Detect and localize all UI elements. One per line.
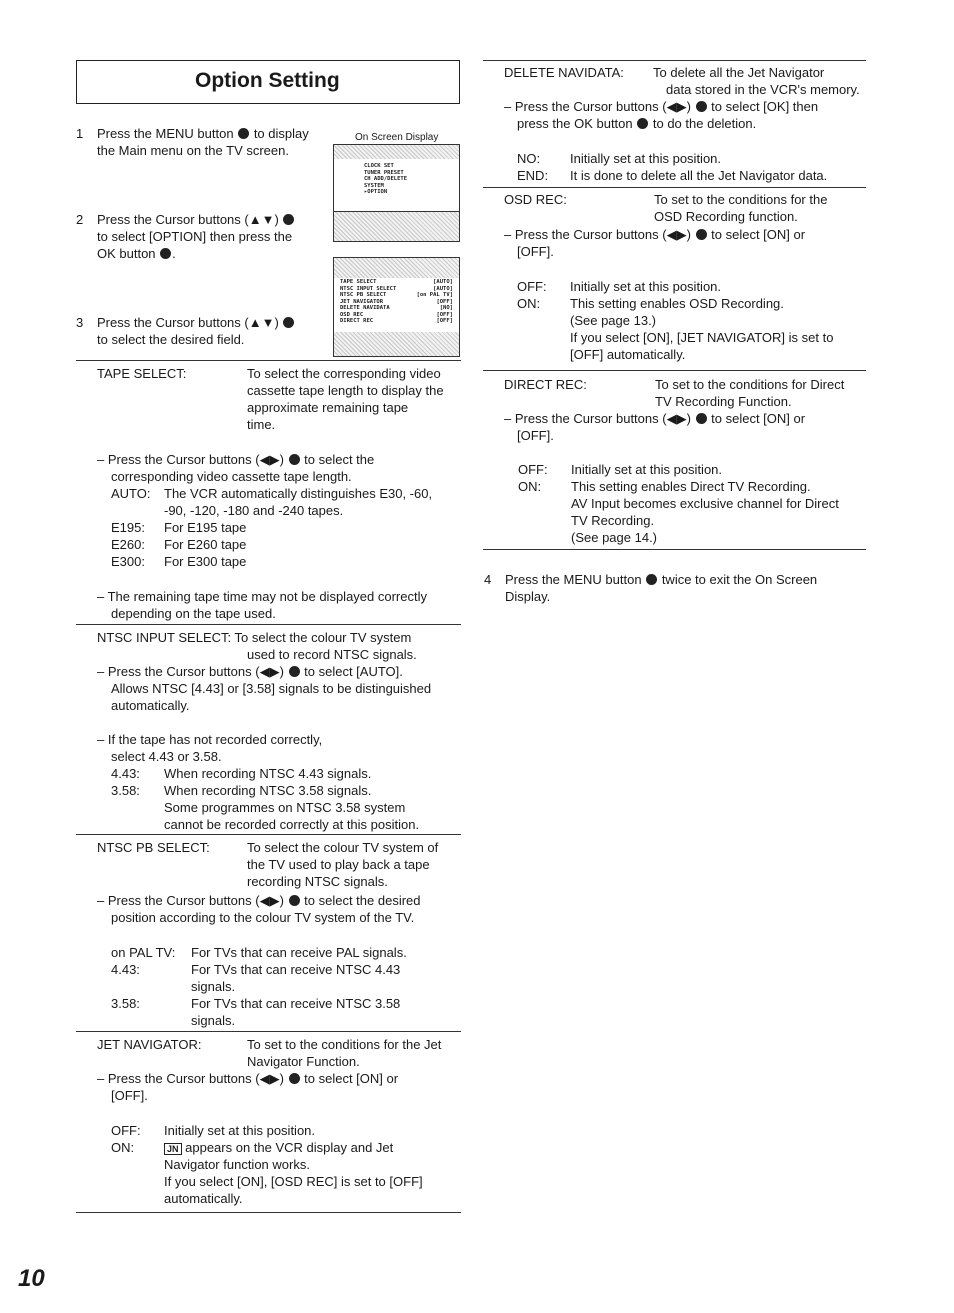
instruction-line: – Press the Cursor buttons (◀▶) [97,664,284,679]
divider [483,60,866,61]
desc-line: used to record NTSC signals. [247,647,417,662]
delete-navidata-label: DELETE NAVIDATA: [504,65,624,80]
delete-navidata-options [517,150,866,184]
ntsc-input-options [111,765,471,833]
menu-button-icon [238,128,249,139]
step-4-number: 4 [484,572,492,587]
step-3-number: 3 [76,315,84,330]
step-3-line-a: Press the Cursor buttons (▲▼) [97,315,279,330]
cursor-button-icon [696,413,707,424]
option-value: The VCR automatically distinguishes E30, -60, [164,486,433,501]
osd-hatch [334,145,459,159]
osd-option-value: [OFF] [436,311,453,318]
delete-navidata-instructions [504,98,866,132]
option-value: When recording NTSC 3.58 signals. [164,783,372,798]
instruction-line: – Press the Cursor buttons (◀▶) [97,452,284,467]
osd-option-label: TAPE SELECT [340,279,377,285]
option-value: cannot be recorded correctly at this position. [164,817,420,832]
step-1-number: 1 [76,126,84,141]
option-value: If you select [ON], [OSD REC] is set to [OFF] [164,1174,423,1189]
osd-option-value: [AUTO] [433,285,453,292]
osd-main-item: TUNER PRESET [364,169,404,176]
option-value: Navigator function works. [164,1157,310,1172]
osd-option-value: [NO] [439,305,453,311]
jet-navigator-label: JET NAVIGATOR: [97,1037,202,1052]
step-2-line-c: OK button [97,246,156,261]
step-2-number: 2 [76,212,84,227]
desc-line: data stored in the VCR's memory. [666,82,860,97]
osd-hatch [334,212,459,241]
instruction-line: to select [ON] or [711,227,806,242]
divider [76,1031,461,1032]
desc-line: OSD Recording function. [654,209,798,224]
instruction-line: – Press the Cursor buttons (◀▶) [97,1071,284,1086]
instruction-line: automatically. [111,698,190,713]
osd-option-label: DIRECT REC [340,318,374,324]
option-value: Initially set at this position. [164,1123,316,1138]
instruction-line: – Press the Cursor buttons (◀▶) [504,99,691,114]
option-value: Initially set at this position. [571,462,723,477]
note-line: – If the tape has not recorded correctly, [97,732,323,747]
osd-hatched-panel [333,211,460,242]
option-value: For E260 tape [164,537,247,552]
osd-main-item: CLOCK SET [364,163,394,169]
cursor-button-icon [283,214,294,225]
option-key: ON: [517,296,541,311]
tape-options [111,485,471,570]
osd-rec-label: OSD REC: [504,192,567,207]
step-2-line-a: Press the Cursor buttons (▲▼) [97,212,279,227]
instruction-line: to do the deletion. [652,116,757,131]
instruction-line: to select the desired [304,893,421,908]
instruction-line: [OFF]. [517,244,554,259]
divider [76,624,461,625]
instruction-line: – Press the Cursor buttons (◀▶) [504,411,691,426]
option-value: For TVs that can receive NTSC 3.58 [191,996,401,1011]
desc-line: To select the corresponding video [247,366,441,381]
osd-main-list [364,163,407,196]
divider [483,370,866,371]
option-value: Initially set at this position. [570,151,722,166]
option-value: signals. [191,1013,236,1028]
osd-rec-options [517,278,866,363]
option-key: 3.58: [111,783,140,798]
cursor-button-icon [696,229,707,240]
option-value: It is done to delete all the Jet Navigator data. [570,168,828,183]
option-key: E300: [111,554,145,569]
step-2-line-b: to select [OPTION] then press the [97,229,293,244]
instruction-line: to select [OK] then [711,99,819,114]
instruction-line: to select [AUTO]. [304,664,403,679]
desc-line: To delete all the Jet Navigator [653,65,825,80]
tape-select-label: TAPE SELECT: [97,366,187,381]
ntsc-input-label: NTSC INPUT SELECT: To select the colour TV system [97,630,412,645]
delete-navidata-desc [653,64,866,98]
option-key: ON: [111,1140,135,1155]
osd-main-item: ▸OPTION [364,189,388,195]
ok-button-icon [637,118,648,129]
osd-rec-instructions [504,226,866,260]
title-box [76,60,460,104]
osd-option-label: JET NAVIGATOR [340,298,384,305]
page-number: 10 [18,1265,45,1292]
option-key: E195: [111,520,145,535]
option-value: automatically. [164,1191,243,1206]
direct-rec-label: DIRECT REC: [504,377,587,392]
desc-line: the TV used to play back a tape [247,857,430,872]
desc-line: TV Recording Function. [655,394,792,409]
desc-line: approximate remaining tape [247,400,409,415]
osd-rec-desc [654,191,866,225]
option-value: AV Input becomes exclusive channel for Direct [571,496,839,511]
cursor-button-icon [289,895,300,906]
direct-rec-options [518,461,866,546]
jet-navigator-icon: JN [164,1143,182,1155]
osd-option-menu [333,257,460,357]
option-value: appears on the VCR display and Jet [185,1140,394,1155]
step-1-line-c: the Main menu on the TV screen. [97,143,289,158]
instruction-line: to select the [304,452,375,467]
osd-option-label: NTSC INPUT SELECT [340,285,397,292]
option-value: For E300 tape [164,554,247,569]
step-4-line-b: twice to exit the On Screen [661,572,818,587]
divider [76,1212,461,1213]
cursor-button-icon [283,317,294,328]
option-key: END: [517,168,549,183]
step-1-line-b: to display [253,126,309,141]
divider [483,187,866,188]
option-key: 3.58: [111,996,140,1011]
note-line: depending on the tape used. [111,606,276,621]
option-value: For TVs that can receive NTSC 4.43 [191,962,401,977]
ntsc-pb-instructions [97,892,467,926]
tape-select-instructions [97,451,467,485]
osd-hatch [334,332,459,356]
instruction-line: – Press the Cursor buttons (◀▶) [504,227,691,242]
cursor-button-icon [289,666,300,677]
option-key: OFF: [111,1123,141,1138]
ntsc-pb-options [111,944,471,1029]
step-4-line-a: Press the MENU button [505,572,642,587]
desc-line: To set to the conditions for the Jet [247,1037,442,1052]
step-1-line-a: Press the MENU button [97,126,234,141]
menu-button-icon [646,574,657,585]
instruction-line: position according to the colour TV system of the TV. [111,910,415,925]
option-value: For E195 tape [164,520,247,535]
step-3-line-b: to select the desired field. [97,332,245,347]
osd-main-item: SYSTEM [364,182,384,189]
desc-line: recording NTSC signals. [247,874,388,889]
instruction-line: Allows NTSC [4.43] or [3.58] signals to be distinguished [111,681,432,696]
osd-option-value: [AUTO] [433,279,453,285]
osd-option-label: DELETE NAVIDATA [340,305,390,311]
osd-main-item: CH ADD/DELETE [364,176,408,182]
ntsc-pb-desc [247,839,467,890]
step-4-text [505,571,866,605]
option-key: 4.43: [111,962,140,977]
jet-navigator-options [111,1122,471,1207]
divider [483,549,866,550]
option-value: If you select [ON], [JET NAVIGATOR] is set to [570,330,834,345]
option-key: on PAL TV: [111,945,176,960]
option-value: This setting enables OSD Recording. [570,296,784,311]
ntsc-input-select [97,629,467,714]
osd-hatch [334,258,459,278]
osd-main-menu [333,144,460,214]
instruction-line: [OFF]. [111,1088,148,1103]
osd-option-value: [OFF] [436,298,453,305]
divider [76,834,461,835]
option-value: Some programmes on NTSC 3.58 system [164,800,406,815]
instruction-line: – Press the Cursor buttons (◀▶) [97,893,284,908]
cursor-button-icon [289,1073,300,1084]
divider [76,360,461,361]
note-line: – The remaining tape time may not be displayed correctly [97,589,427,604]
desc-line: To select the colour TV system of [247,840,439,855]
option-value: -90, -120, -180 and -240 tapes. [164,503,344,518]
desc-line: cassette tape length to display the [247,383,444,398]
osd-option-values [417,279,453,325]
ntsc-pb-label: NTSC PB SELECT: [97,840,210,855]
option-value: signals. [191,979,236,994]
osd-option-value: [on PAL TV] [416,292,453,298]
option-value: This setting enables Direct TV Recording. [571,479,811,494]
osd-caption: On Screen Display [355,132,439,143]
cursor-button-icon [696,101,707,112]
jet-navigator-desc [247,1036,467,1070]
instruction-line: corresponding video cassette tape length. [111,469,352,484]
osd-option-value: [OFF] [436,318,453,324]
direct-rec-instructions [504,410,866,444]
instruction-line: press the OK button [517,116,633,131]
desc-line: time. [247,417,276,432]
note-line: select 4.43 or 3.58. [111,749,222,764]
desc-line: To set to the conditions for Direct [655,377,845,392]
step-3-text [97,314,332,348]
cursor-button-icon [289,454,300,465]
option-key: NO: [517,151,541,166]
osd-option-label: OSD REC [340,311,364,318]
option-key: OFF: [517,279,547,294]
option-key: AUTO: [111,486,151,501]
option-value: [OFF] automatically. [570,347,686,362]
instruction-line: [OFF]. [517,428,554,443]
option-value: For TVs that can receive PAL signals. [191,945,407,960]
osd-option-label: NTSC PB SELECT [340,292,387,298]
desc-line: Navigator Function. [247,1054,360,1069]
option-value: TV Recording. [571,513,655,528]
option-key: ON: [518,479,542,494]
osd-option-labels [340,279,396,325]
direct-rec-desc [655,376,866,410]
option-value: Initially set at this position. [570,279,722,294]
instruction-line: to select [ON] or [304,1071,399,1086]
ntsc-input-note [97,731,467,765]
tape-note [97,588,467,622]
page-title: Option Setting [195,69,340,92]
step-4-line-c: Display. [505,589,551,604]
desc-line: To set to the conditions for the [654,192,828,207]
tape-select-desc [247,365,467,433]
instruction-line: to select [ON] or [711,411,806,426]
option-key: E260: [111,537,145,552]
option-key: 4.43: [111,766,140,781]
step-1-text [97,125,337,159]
ok-button-icon [160,248,171,259]
step-2-text: Press the Cursor buttons (▲▼) to select [OPTION] then press the OK button . [97,211,332,262]
option-value: (See page 13.) [570,313,657,328]
jet-navigator-instructions [97,1070,467,1104]
option-value: (See page 14.) [571,530,658,545]
option-key: OFF: [518,462,548,477]
option-value: When recording NTSC 4.43 signals. [164,766,372,781]
